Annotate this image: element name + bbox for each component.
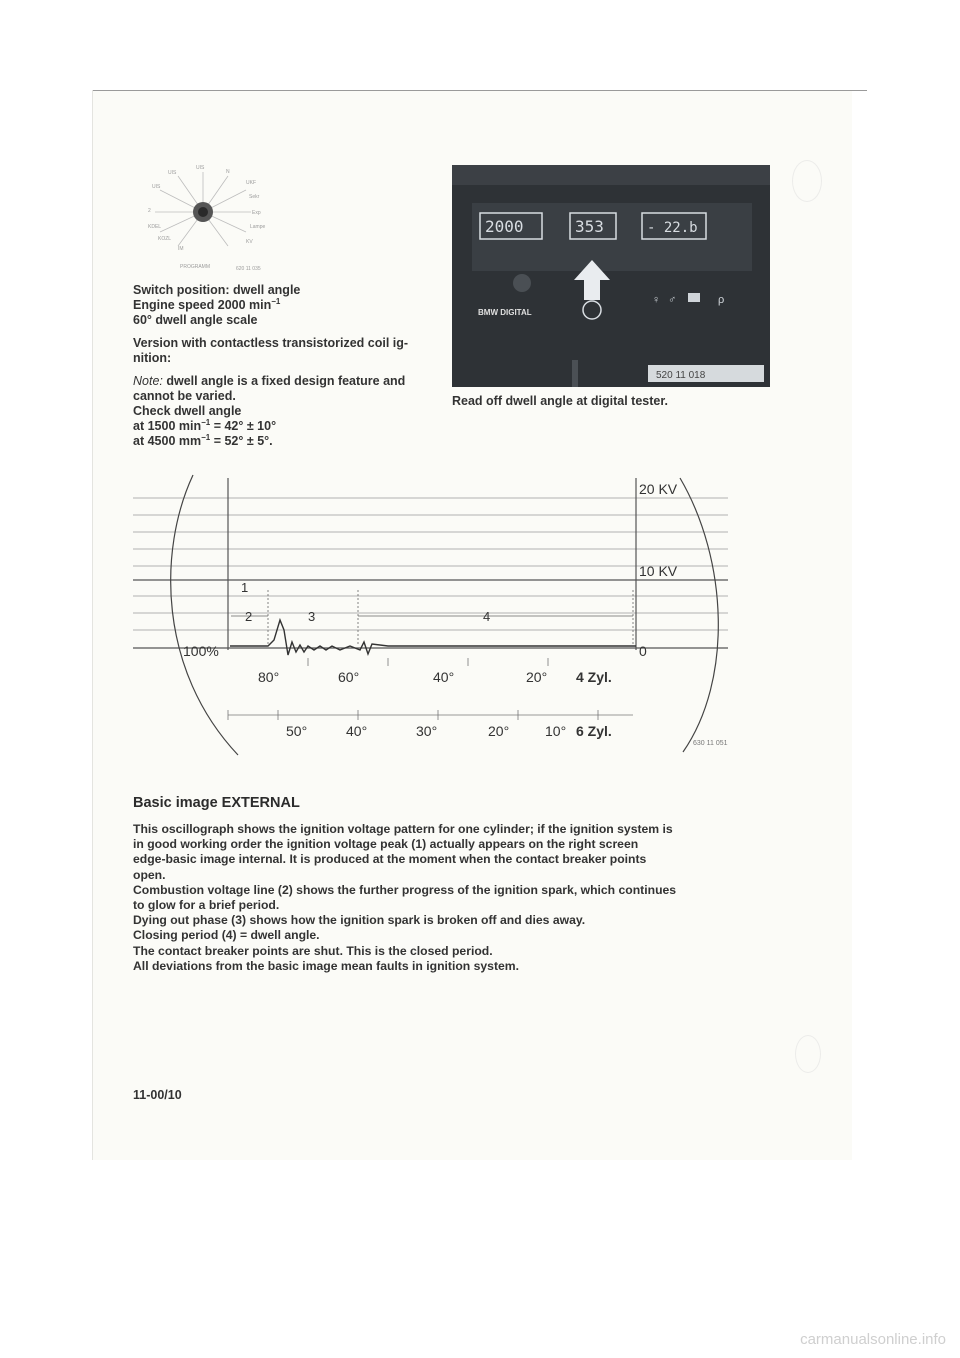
scope-figure-number: 630 11 051 (693, 740, 728, 747)
program-switch-dial (128, 160, 278, 278)
svg-text:♀: ♀ (652, 294, 661, 306)
version-block: Version with contactless transistorized coil ig- nition: (133, 336, 409, 365)
dial-label: KDEL (148, 224, 162, 230)
rpm-display: 2000 (485, 217, 524, 236)
scale-6cyl-label: 10° (545, 723, 567, 739)
screen-bezel-right (680, 478, 718, 752)
top-rule (92, 90, 867, 91)
scale-6cyl-label: 50° (286, 723, 308, 739)
dial-label: KV (246, 239, 253, 245)
svg-text:♂: ♂ (668, 294, 677, 306)
scale-4cyl-label: 80° (258, 669, 280, 685)
marker-combustion: 2 (245, 609, 253, 624)
scale-4cyl-label: 40° (433, 669, 455, 685)
dial-label: Exp (252, 210, 261, 216)
scale-4cyl-label: 60° (338, 669, 360, 685)
dial-label: UKF (246, 180, 256, 186)
dial-label: UIS (196, 165, 205, 171)
oscilloscope-screen-diagram (128, 470, 768, 760)
note-label: Note: (133, 374, 163, 388)
margin-mark (795, 1035, 821, 1073)
dwell-display: 353 (575, 217, 604, 236)
voltage-trace (230, 620, 636, 655)
kv-label-10: 10 KV (639, 563, 678, 579)
scale-4cyl-label: 4 Zyl. (576, 669, 612, 685)
switch-position-block: Switch position: dwell angle Engine speed 2000 $\min^{-1}$ 60° dwell angle scale (133, 283, 301, 327)
dial-label: 2 (148, 208, 151, 214)
voltage-display: - 22.b (647, 220, 698, 236)
section-heading: Basic image EXTERNAL (133, 795, 300, 811)
dial-label: Sekr (249, 194, 260, 200)
marker-closing: 4 (483, 609, 491, 624)
scale-6cyl-label: 6 Zyl. (576, 723, 612, 739)
digital-tester-photo (452, 165, 770, 387)
note-block: Note: dwell angle is a fixed design feature and cannot be varied. Check dwell angle at 1500 $\min^{-1} = 42^\circ \pm 10^\circ$ at 4500 $mm^{-1} = 52^\circ \pm 5^\circ$. (133, 374, 406, 448)
dial-label: Lampe (250, 224, 266, 230)
dial-label: PROGRAMM (180, 264, 210, 270)
left-instructions (133, 283, 445, 457)
percent-label: 100% (183, 643, 219, 659)
brand-label: BMW DIGITAL (478, 308, 532, 317)
dial-label: IM (178, 246, 184, 252)
scale-6cyl-label: 20° (488, 723, 510, 739)
marker-dying-out: 3 (308, 609, 316, 624)
margin-mark (792, 160, 822, 202)
marker-peak: 1 (241, 580, 249, 595)
photo-caption: Read off dwell angle at digital tester. (452, 394, 669, 408)
kv-label-0: 0 (639, 643, 647, 659)
scale-6cyl-label: 40° (346, 723, 368, 739)
dial-label: UIS (168, 170, 177, 176)
dial-label: N (226, 169, 230, 175)
kv-label-20: 20 KV (639, 481, 678, 497)
description-body: This oscillograph shows the ignition voltage pattern for one cylinder; if the ignition system is in good working order the ignition voltage peak (1) actually appears on the right screen edge-basic image internal. It is produced at the moment when the contact breaker points open. Combustion voltage line (2) shows the further progress of the ignition spark, which continues to glow for a brief period. Dying out phase (3) shows how the ignition spark is broken off and dies away. Closing period (4) = dwell angle. The contact breaker points are shut. This is the closed period. All deviations from the basic image mean faults in ignition system. (133, 822, 677, 973)
dial-figure-number: 620 11 035 (236, 266, 261, 272)
scale-6cyl-label: 30° (416, 723, 438, 739)
speaker-grille (513, 274, 531, 292)
scale-4cyl-label: 20° (526, 669, 548, 685)
photo-figure-number: 520 11 018 (656, 370, 706, 381)
svg-text:ρ: ρ (718, 294, 725, 306)
watermark: carmanualsonline.info (800, 1331, 946, 1348)
dial-label: KOZL (158, 236, 172, 242)
page-number: 11-00/10 (133, 1088, 182, 1102)
left-rule (92, 90, 93, 1160)
dial-label: UIS (152, 184, 161, 190)
